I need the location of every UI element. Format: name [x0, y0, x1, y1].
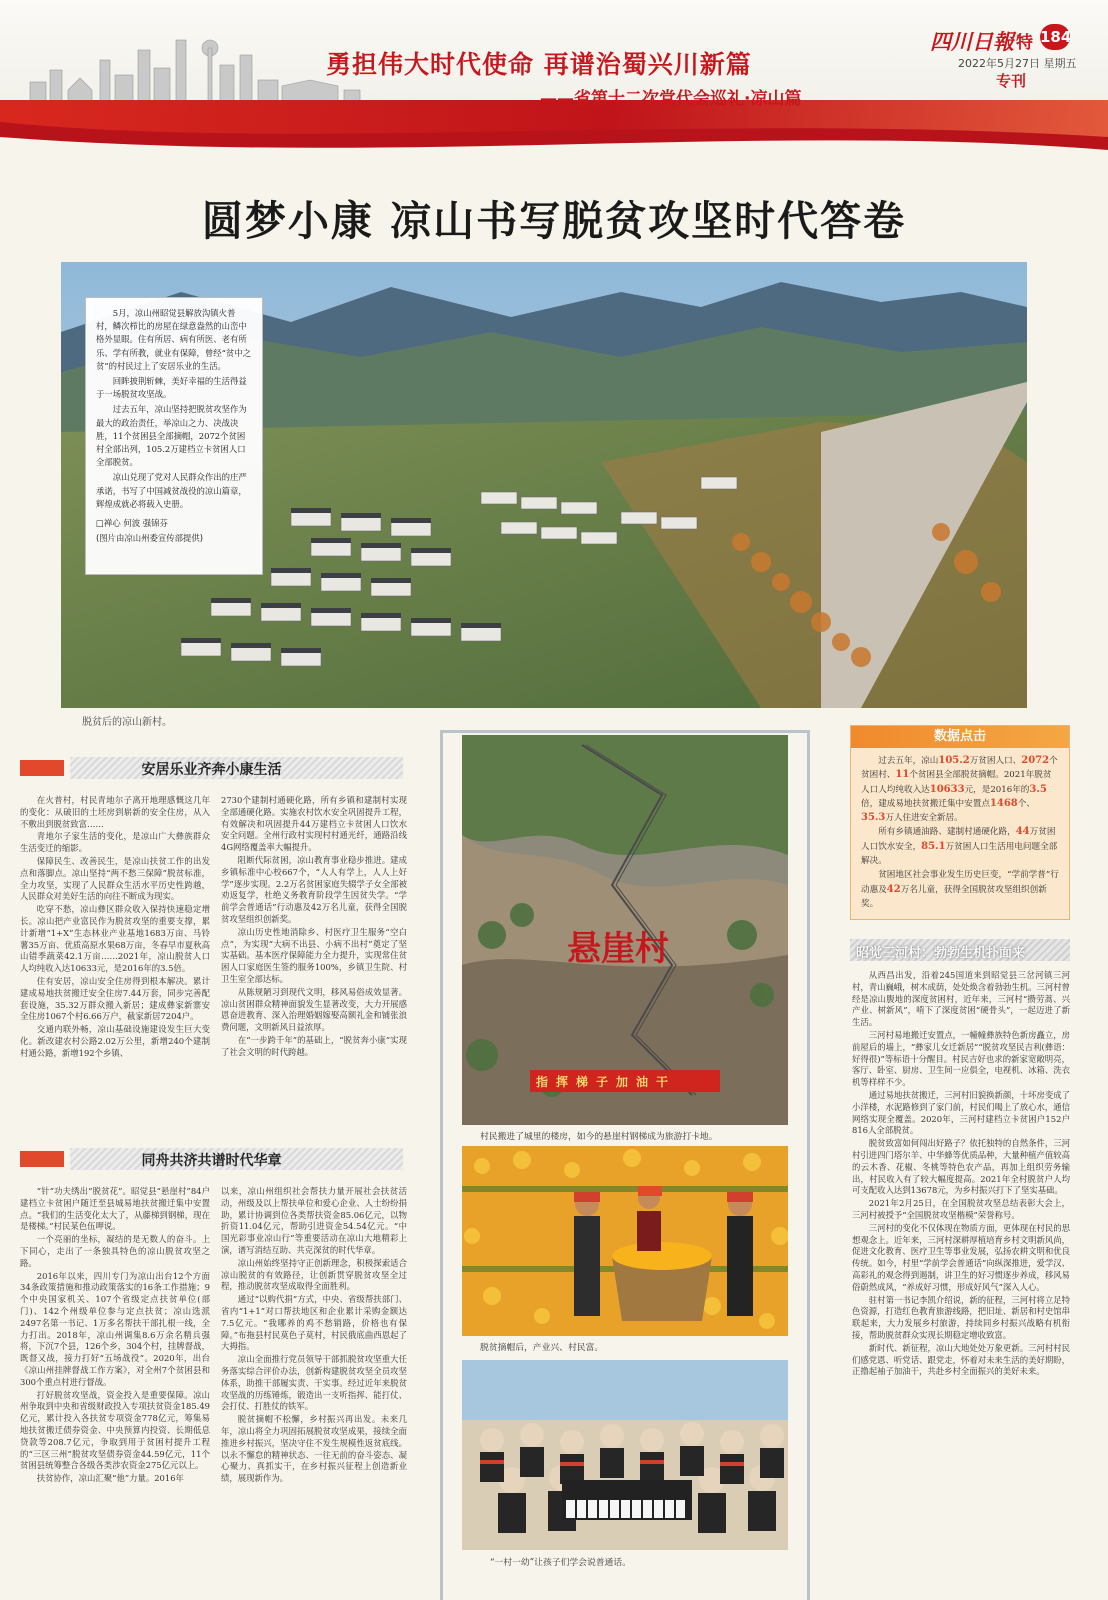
article-paragraph: “针”功夫绣出“脱贫花”。昭觉县“悬崖村”84户建档立卡贫困户随迁至县城易地扶贫搬迁集中安置点。“我们的生活变化太大了，从藤梯到钢梯，现在是楼梯。”村民某色伍呷说。 [20, 1186, 210, 1232]
article-paragraph: 三河村易地搬迁安置点，一幢幢彝族特色新房矗立，房前屋后的墙上，“彝家儿女迁新居”“脱贫攻坚民吉利(彝语：好得很)”等标语十分醒目。村民吉好也求的新家宽敞明亮，客厅、卧室、厨房、卫生间一应俱全，电视机、冰箱、洗衣机等样样不少。 [852, 1029, 1070, 1088]
cliff-village-photo [462, 735, 788, 1125]
red-wave-graphic [0, 112, 1108, 170]
masthead [0, 0, 1108, 170]
highlight-number: 105.2 [938, 755, 970, 766]
data-box-paragraph [861, 754, 1059, 825]
article-paragraph: 以来，凉山州组织社会帮扶力量开展社会扶贫活动，州级及以上帮扶单位和爱心企业、人士纷纷捐助，累计协调到位各类帮扶资金85.06亿元，以物折资11.04亿元，帮助引进资金54.54亿元。“中国光彩事业凉山行”等重要活动在凉山大地精彩上演，谱写消结互助、共克深贫的时代华章。 [221, 1186, 407, 1255]
intro-paragraph: 过去五年，凉山坚持把脱贫攻坚作为最大的政治责任，举凉山之力、决战决胜，11个贫困县全部摘帽，2072个贫困村全部出列，105.2万建档立卡贫困人口全部脱贫。 [96, 404, 247, 468]
data-box-text: 万贫困人口、 [969, 756, 1022, 766]
masthead-subtitle: ——省第十二次党代会巡礼·凉山篇 [540, 89, 802, 109]
data-box-paragraph [861, 825, 1059, 868]
article-paragraph: 脱贫致富如何闯出好路子？依托独特的自然条件，三河村引进四门塔尔羊、中华蜂等优质品种，大量种植产值较高的云木香、花椒、冬桃等特色农产品，再加上组织劳务输出，村民收入有了较大幅度提高。2021年全村脱贫户人均可支配收入达到13678元，为乡村振兴打下了坚实基础。 [852, 1138, 1070, 1196]
data-box-text: 个、 [1017, 798, 1035, 809]
section-title: 同舟共济共谱时代华章 [141, 1153, 282, 1169]
data-box-text: 所有乡镇通油路、建制村通硬化路， [878, 827, 1016, 838]
section-header [850, 939, 1070, 961]
article-paragraph: 从陈规陋习到现代文明，移风易俗成效显著。凉山贫困群众精神面貌发生显著改变，大力开展感恩奋进教育、深入治理婚姻嫁娶高额礼金和铺张浪费问题，文明新风日益浓厚。 [221, 986, 407, 1033]
marigold-harvest-photo [462, 1146, 788, 1336]
article-paragraph: 一个亮丽的坐标，凝结的是无数人的奋斗。上下同心，走出了一条独具特色的凉山脱贫攻坚之路。 [20, 1234, 210, 1268]
kindergarten-class-photo [462, 1360, 788, 1550]
highlight-number: 42 [886, 883, 901, 895]
article-paragraph: 吃穿不愁，凉山彝区群众收入保持快速稳定增长。凉山把产业富民作为脱贫攻坚的重要支撑，累计新增“1+X”生态林业产业基地1683万亩、马铃薯35万亩、优质高原水果68万亩，冬春早市夏秋高山错季蔬菜42.1万亩……2021年，凉山脱贫人口人均纯收入达10633元，是2016年的3.5倍。 [20, 904, 210, 974]
section-title: 安居乐业齐奔小康生活 [141, 762, 282, 778]
article-column [20, 1186, 210, 1596]
hero-photo-caption: 脱贫后的凉山新村。 [82, 717, 172, 728]
data-box-text: 万贫困人口饮水安全， [861, 827, 1056, 852]
article-paragraph: 住有安居，凉山安全住房得到根本解决。累计建成易地扶贫搬迁安全住房7.44万套，同步完善配套设施，35.32万群众搬入新居；建成彝家新寨安全住房1067个村6.66万户，截家新居7204户。 [20, 975, 210, 1022]
article-paragraph: 脱贫摘帽不松懈，乡村振兴再出发。未来几年，凉山将全力巩固拓展脱贫攻坚成果，接续全面推进乡村振兴，坚决守住不发生规模性返贫底线。以永不懈怠的精神状态、一往无前的奋斗姿态、凝心聚力、真抓实干，在乡村振兴征程上创造新业绩，展现新作为。 [221, 1414, 407, 1484]
article-column [20, 795, 210, 1125]
article-paragraph: 阻断代际贫困，凉山教育事业稳步推进。建成乡镇标准中心校667个，“人人有学上，人人上好学”逐步实现。2.2万名贫困家庭失辍学子女全部被劝返复学，杜绝义务教育阶段学生因贫失学。“学前学会普通话”行动惠及42万名儿童，获得全国脱贫攻坚组织创新奖。 [221, 854, 407, 924]
special-issue-label: 专刊 [996, 72, 1027, 90]
highlight-number: 10633 [929, 783, 965, 795]
data-box-text: 万贫困人口生活用电问题全部解决。 [861, 841, 1058, 867]
edition-label: 特 [1016, 33, 1033, 53]
data-highlights-box [850, 725, 1070, 920]
marigold-photo-caption: 脱贫摘帽后，产业兴、村民富。 [480, 1343, 604, 1353]
page-headline: 圆梦小康 凉山书写脱贫攻坚时代答卷 [201, 197, 907, 245]
data-box-text: 贫困地区社会事业发生历史巨变，“学前学普”行动惠及 [861, 870, 1059, 895]
kindergarten-photo-caption: “一村一幼”让孩子们学会说普通话。 [490, 1558, 631, 1568]
photo-credit: (图片由凉山州委宣传部提供) [96, 533, 204, 544]
data-box-paragraph [861, 868, 1059, 911]
section-header [20, 757, 403, 779]
data-box-text: 万名儿童，获得全国脱贫攻坚组织创新奖。 [861, 884, 1047, 909]
article-paragraph: 从西昌出发，沿着245国道来到昭觉县三岔河镇三河村，青山巍峨，树木成荫，处处焕含着勃勃生机。三河村曾经是凉山腹地的深度贫困村，近年来，三河村“攒劳蒿、兴产业、树新风”，啃下了深度贫困“硬骨头”，一起迈进了新生活。 [852, 970, 1070, 1028]
masthead-slogan: 勇担伟大时代使命 再谱治蜀兴川新篇 [326, 50, 752, 79]
intro-paragraph: 凉山兑现了党对人民群众作出的庄严承诺，书写了中国减贫战役的凉山篇章，辉煌成就必将载入史册。 [96, 472, 247, 509]
article-paragraph: 扶贫协作，凉山汇聚“他”力量。2016年 [36, 1473, 184, 1484]
highlight-number: 2072 [1021, 755, 1050, 766]
article-paragraph: 凉山全面推行党员领导干部抓脱贫攻坚重大任务落实综合评价办法，创新构建脱贫攻坚全员攻坚体系，助推干部履实责、干实事。经过近年来脱贫攻坚战的历练锤炼，锻造出一支听指挥、能打仗、会打仗、打胜仗的铁军。 [221, 1354, 407, 1412]
article-paragraph: 2730个建制村通硬化路，所有乡镇和建制村实现全部通硬化路。实施农村饮水安全巩固提升工程，有效解决和巩固提升44万建档立卡贫困人口饮水安全问题。全州行政村实现村村通光纤，通路沿线4G网络覆盖率大幅提升。 [221, 795, 407, 853]
article-paragraph: 凉山州始终坚持守正创新理念，积极探索适合凉山脱贫的有效路径，让创新贯穿脱贫攻坚全过程，推动脱贫攻坚成取得全面胜利。 [221, 1257, 407, 1292]
article-paragraph: 凉山历史性地消除乡、村医疗卫生服务“空白点”，为实现“大病不出县、小病不出村”奠定了坚实基础。基本医疗保障能力全力提升，实现常住贫困人口家庭医生签约服务100%，乡镇卫生院、村卫生室全部达标。 [221, 926, 407, 984]
article-column [221, 795, 407, 1125]
intro-paragraph: 回眸披荆斩棘，美好幸福的生活得益于一场脱贫攻坚战。 [96, 376, 247, 400]
cliff-village-sign: 悬崖村 [567, 929, 669, 969]
article-paragraph: 2016年以来，四川专门为凉山出台12个方面34条政策措施和推动政策落实的16条工作措施；9个中央国家机关、107个省级定点扶贫单位(部门)、142个州级单位参与定点扶贫；凉山选派2497名第一书记、1万多名帮扶干部扎根一线，全力打出。2018年，凉山州调集8.6万余名精兵强将，下沉7个县，126个乡，304个村，挂牌督战，既督又战，接力打好“五场战役”。2020年，出台《凉山州挂牌督战工作方案》，对全州7个贫困县和300个重点村进行督战。 [20, 1270, 210, 1387]
article-paragraph: 交通内联外畅，凉山基础设施建设发生巨大变化。新改建农村公路2.02万公里，新增240个建制村通公路，新增192个乡镇、 [20, 1024, 210, 1058]
data-box-text: 过去五年，凉山 [878, 756, 939, 766]
highlight-number: 1468 [989, 797, 1018, 809]
newspaper-logo: 四川日報 [930, 29, 1014, 54]
page-number-badge: 184 [1040, 24, 1070, 50]
highlight-number: 85.1 [921, 840, 946, 852]
section-title: 昭觉三河村：勃勃生机扑面来 [856, 946, 1026, 961]
highlight-number: 35.3 [861, 812, 886, 824]
article-paragraph: 2021年2月25日，在全国脱贫攻坚总结表彰大会上，三河村被授予“全国脱贫攻坚楷模”荣誉称号。 [852, 1198, 1070, 1220]
data-box-title: 数据点击 [851, 726, 1069, 748]
intro-paragraph: 5月，凉山州昭觉县解放沟镇火普村，鳞次栉比的房屋在绿意盎然的山峦中格外显眼。住有所居、病有所医、老有所乐、学有所教，就业有保障，曾经“贫中之贫”的村民过上了安居乐业的生活。 [96, 308, 252, 371]
author-byline: □禅心 何波 强锦芬 [96, 518, 168, 529]
article-paragraph: 在火普村，村民青地尔子离开地理感慨这几年的变化：从破旧的土坯房到崭新的安全住房，从入不敷出到脱贫致富…… [20, 795, 210, 829]
data-box-body [861, 754, 1059, 911]
article-column [221, 1186, 407, 1596]
article-paragraph: 新时代、新征程，凉山大地处处万象更新。三河村村民们感党恩、听党话、跟党走，怀着对未来生活的美好期盼，正撸起袖子加油干，共赴乡村全面振兴的美好未来。 [852, 1342, 1070, 1377]
article-paragraph: 青地尔子家生活的变化，是凉山广大彝族群众生活变迁的缩影。 [20, 831, 210, 854]
highlight-number: 11 [895, 769, 910, 781]
highlight-number: 3.5 [1029, 783, 1047, 795]
article-paragraph: 保障民生、改善民生，是凉山扶贫工作的出发点和落脚点。凉山坚持“两不愁三保障”脱贫标准，全力攻坚，实现了人民群众生活水平历史性跨越，人民群众对美好生活的向往不断成为现实。 [20, 855, 210, 902]
data-box-text: 倍，建成易地扶贫搬迁集中安置点 [861, 798, 990, 809]
data-box-text: 元，是2016年的 [964, 784, 1030, 795]
article-paragraph: 打好脱贫攻坚战，资金投入是重要保障。凉山州争取到中央和省级财政投入专项扶贫资金185.49亿元，累计投入各扶贫专项资金778亿元，筹集易地扶贫搬迁债券资金、中央预算内投资、长期低息贷款等208.7亿元，争取到用于贫困村提升工程的“三区三州”脱贫攻坚债券资金44.59亿元，11个贫困县统筹整合各级各类涉农资金275亿元以上。 [20, 1389, 210, 1471]
article-paragraph: 在“一步跨千年”的基础上，“脱贫奔小康”实现了社会文明的时代跨越。 [221, 1034, 407, 1057]
data-box-text: 万人住进安全新居。 [885, 813, 963, 824]
article-column [852, 970, 1070, 1595]
data-box-text: 个贫困村、 [861, 756, 1058, 781]
section-header [20, 1148, 403, 1170]
article-paragraph: 驻村第一书记李凯介绍说，新的征程，三河村将立足特色资源，打造红色教育旅游线路，把旧址、新居和村史馆串联起来，大力发展乡村旅游，持续同乡村振兴战略有机衔接，帮助脱贫群众实现长期稳定增收致富。 [852, 1294, 1070, 1340]
article-paragraph: 三河村的变化不仅体现在物质方面，更体现在村民的思想观念上。近年来，三河村深耕厚植培育乡村文明新风尚，促进文化教育、医疗卫生等事业发展，弘扬农耕文明和优良传统。如今，村里“学前学会普通话”向纵深推进，爱学汉、高彩礼的观念得到遏制，讲卫生的好习惯逐步养成，移风易俗蔚然成风，“养成好习惯，形成好风气”深入人心。 [852, 1222, 1070, 1292]
publish-date: 2022年5月27日 星期五 [958, 57, 1077, 70]
banner-text: 指挥梯子加油干 [536, 1075, 677, 1089]
cliff-photo-caption: 村民搬进了城里的楼房，如今的悬崖村钢梯成为旅游打卡地。 [480, 1132, 718, 1142]
article-paragraph: 通过易地扶贫搬迁，三河村旧貌换新颜，十坏房变成了小洋楼，水泥路修到了家门前，村民们喝上了放心水，通信网络实现全覆盖。2020年，三河村建档立卡贫困户152户816人全部脱贫。 [852, 1089, 1070, 1136]
data-box-text: 个贫困县全部脱贫摘帽。2021年脱贫人口人均纯收入达 [861, 770, 1052, 795]
red-banner [530, 1070, 720, 1092]
article-paragraph: 通过“以购代捐”方式，中央、省级帮扶部门、省内“1+1”对口帮扶地区和企业累计采购金额达7.5亿元。“我哪养的鸡不愁销路，价格也有保障。”布拖县村民莫色子莫村，村民俄底曲西恩起了大拇指。 [221, 1294, 407, 1352]
intro-text-box [85, 297, 263, 575]
highlight-number: 44 [1015, 826, 1030, 838]
